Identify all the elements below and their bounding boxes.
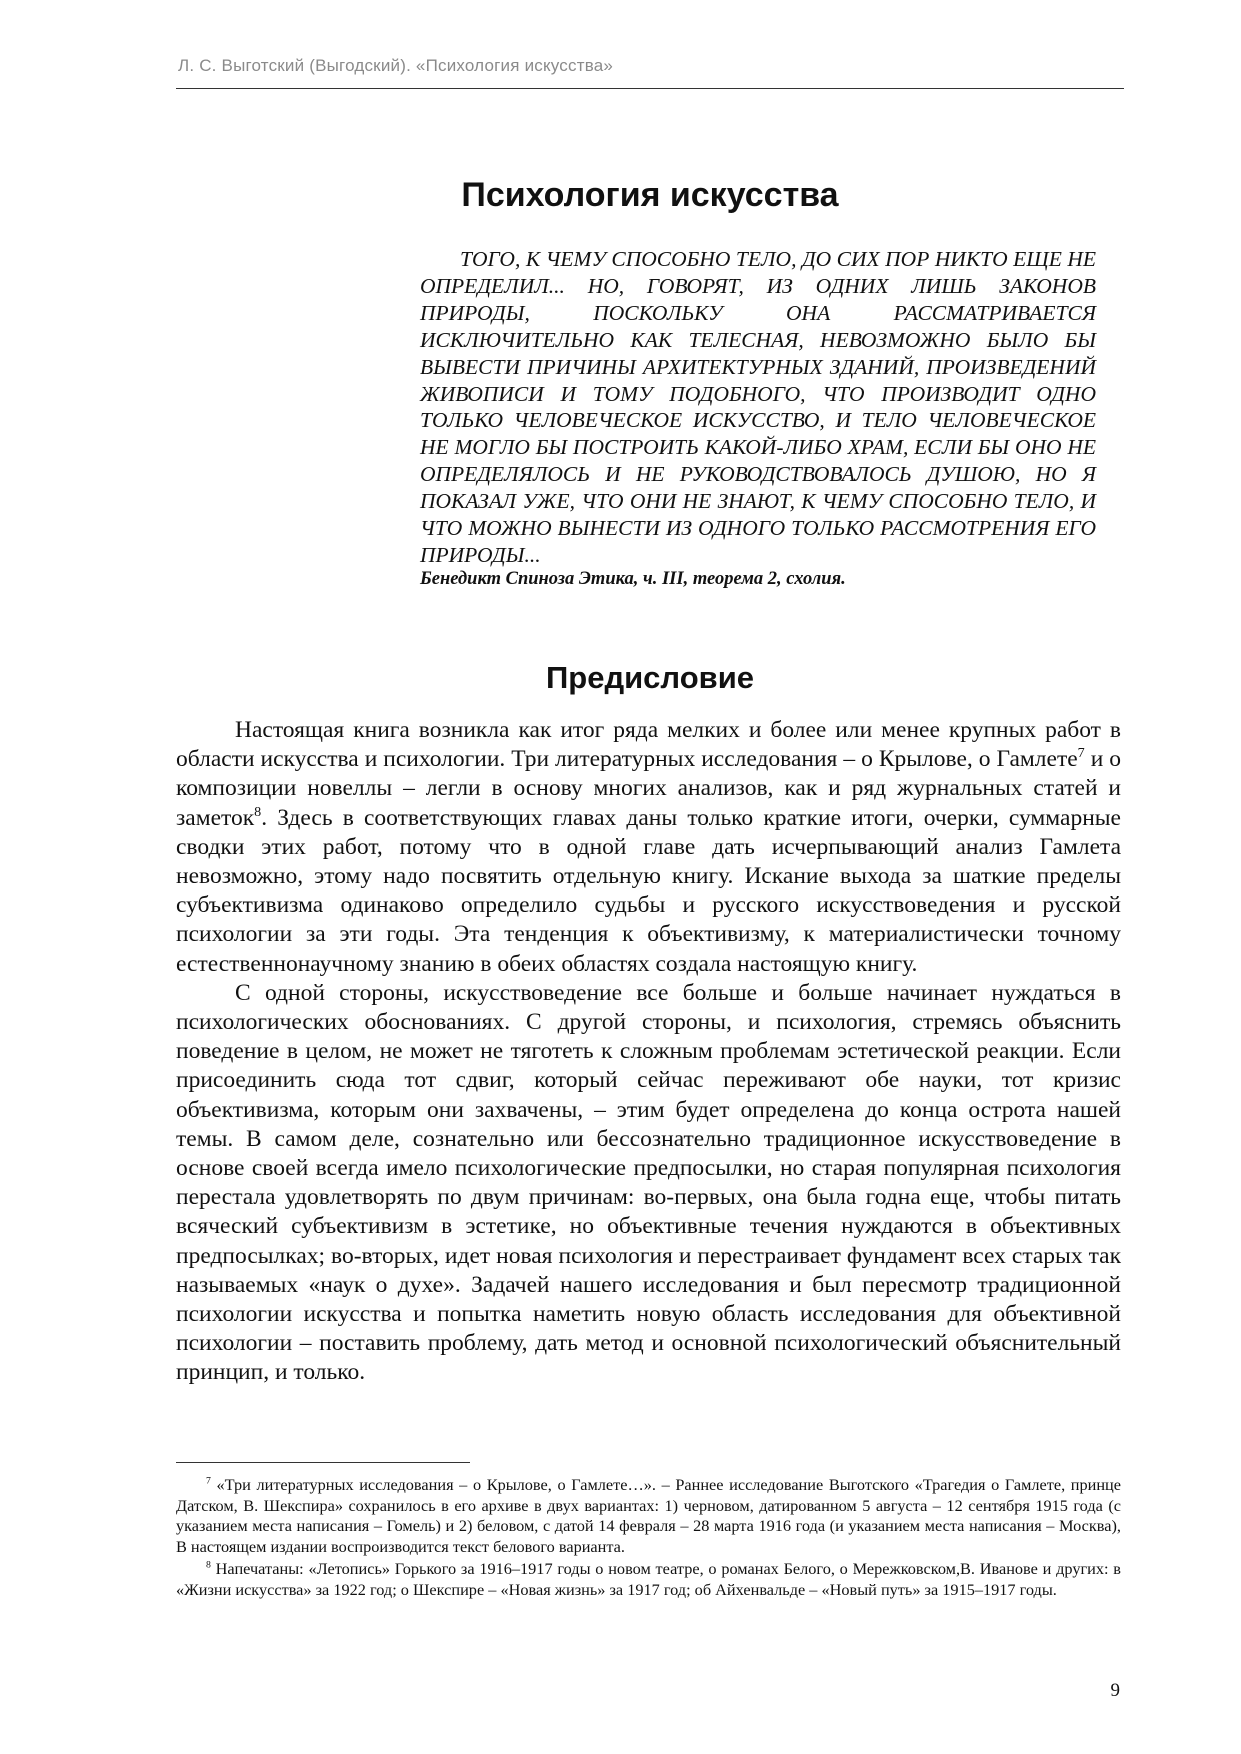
footnote-rule — [176, 1462, 470, 1463]
footnote-number: 7 — [206, 1475, 211, 1487]
footnote-8 — [176, 1559, 1121, 1600]
footnote-ref-8[interactable]: 8 — [254, 803, 262, 820]
epigraph-source: Бенедикт Спиноза Этика, ч. III, теорема 2, схолия. — [420, 569, 846, 589]
header-rule — [176, 88, 1124, 89]
paragraph-text: и о композиции новеллы – легли в основу многих анализов, как и ряд журнальных статей и заметок — [176, 746, 1122, 831]
footnotes — [176, 1475, 1121, 1603]
epigraph-text: ТОГО, К ЧЕМУ СПОСОБНО ТЕЛО, ДО СИХ ПОР НИКТО ЕЩЕ НЕ ОПРЕДЕЛИЛ... НО, ГОВОРЯТ, ИЗ ОДНИХ ЛИШЬ ЗАКОНОВ ПРИРОДЫ, ПОСКОЛЬКУ ОНА РАССМАТРИВАЕТСЯ ИСКЛЮЧИТЕЛЬНО КАК ТЕЛЕСНАЯ, НЕВОЗМОЖНО БЫЛО БЫ ВЫВЕСТИ ПРИЧИНЫ АРХИТЕКТУРНЫХ ЗДАНИЙ, ПРОИЗВЕДЕНИЙ ЖИВОПИСИ И ТОМУ ПОДОБНОГО, ЧТО ПРОИЗВОДИТ ОДНО ТОЛЬКО ЧЕЛОВЕЧЕСКОЕ ИСКУССТВО, И ТЕЛО ЧЕЛОВЕЧЕСКОЕ НЕ МОГЛО БЫ ПОСТРОИТЬ КАКОЙ-ЛИБО ХРАМ, ЕСЛИ БЫ ОНО НЕ ОПРЕДЕЛЯЛОСЬ И НЕ РУКОВОДСТВОВАЛОСЬ ДУШОЮ, НО Я ПОКАЗАЛ УЖЕ, ЧТО ОНИ НЕ ЗНАЮТ, К ЧЕМУ СПОСОБНО ТЕЛО, И ЧТО МОЖНО ВЫНЕСТИ ИЗ ОДНОГО ТОЛЬКО РАССМОТРЕНИЯ ЕГО ПРИРОДЫ... — [420, 247, 1096, 567]
footnote-text: Напечатаны: «Летопись» Горького за 1916–1917 годы о новом театре, о романах Белого, о Мережковском,В. Иванове и других: в «Жизни искусства» за 1922 год; о Шекспире – «Новая жизнь» за 1917 год; об Айхенвальде – «Новый путь» за 1915–1917 годы. — [176, 1559, 1121, 1599]
footnote-ref-7[interactable]: 7 — [1077, 745, 1085, 762]
paragraph-text: Настоящая книга возникла как итог ряда мелких и более или менее крупных работ в области искусства и психологии. Три литературных исследования – о Крылове, о Гамлете — [176, 717, 1121, 773]
page-number: 9 — [1110, 1680, 1120, 1701]
preface-paragraph-1 — [176, 716, 1121, 979]
running-header: Л. С. Выготский (Выгодский). «Психология искусства» — [178, 56, 614, 75]
page-title: Психология искусства — [461, 176, 839, 214]
epigraph — [420, 246, 1096, 569]
footnote-number: 8 — [206, 1559, 211, 1571]
footnote-text: «Три литературных исследования – о Крылове, о Гамлете…». – Раннее исследование Выготского «Трагедия о Гамлете, принце Датском, В. Шекспира» сохранилось в его архиве в двух вариантах: 1) черновом, датированном 5 августа – 12 сентября 1915 года (с указанием места написания – Гомель) и 2) беловом, с датой 14 февраля – 28 марта 1916 года (и указанием места написания – Москва), В настоящем издании воспроизводится текст белового варианта. — [176, 1475, 1121, 1556]
preface-paragraph-2: С одной стороны, искусствоведение все больше и больше начинает нуждаться в психологических обоснованиях. С другой стороны, и психология, стремясь объяснить поведение в целом, не может не тяготеть к сложным проблемам эстетической реакции. Если присоединить сюда тот сдвиг, который сейчас переживают обе науки, тот кризис объективизма, которым они захвачены, – этим будет определена до конца острота нашей темы. В самом деле, сознательно или бессознательно традиционное искусствоведение в основе своей всегда имело психологические предпосылки, но старая популярная психология перестала удовлетворять по двум причинам: во-первых, она была годна еще, чтобы питать всяческий субъективизм в эстетике, но объективные течения нуждаются в объективных предпосылках; во-вторых, идет новая психология и перестраивает фундамент всех старых так называемых «наук о духе». Задачей нашего исследования и был пересмотр традиционной психологии искусства и попытка наметить новую область исследования для объективной психологии – поставить проблему, дать метод и основной психологический объяснительный принцип, и только. — [176, 979, 1121, 1386]
paragraph-text: . Здесь в соответствующих главах даны только краткие итоги, очерки, суммарные сводки этих работ, потому что в одной главе дать исчерпывающий анализ Гамлета невозможно, этому надо посвятить отдельную книгу. Искание выхода за шаткие пределы субъективизма одинаково определило судьбы и русского искусствоведения и русской психологии за эти годы. Эта тенденция к объективизму, к материалистически точному естественнонаучному знанию в обеих областях создала настоящую книгу. — [176, 804, 1121, 977]
section-heading: Предисловие — [545, 660, 754, 695]
footnote-7 — [176, 1475, 1121, 1557]
preface-body — [176, 716, 1121, 1388]
